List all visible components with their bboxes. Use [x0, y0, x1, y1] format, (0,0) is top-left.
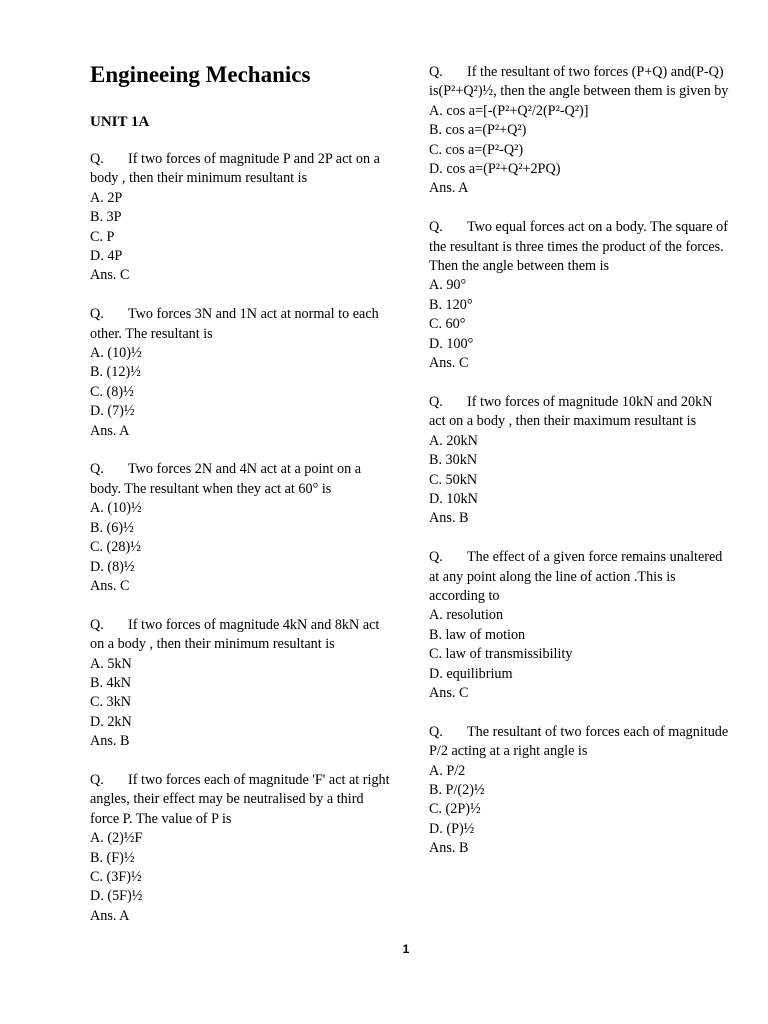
question-block [429, 218, 729, 373]
question-marker: Q. [429, 723, 443, 740]
question-block [429, 63, 729, 199]
question-marker: Q. [429, 219, 443, 236]
answer-option: B. P/(2)½ [429, 781, 485, 798]
question-block [429, 393, 729, 529]
page-number: 1 [402, 942, 410, 956]
answer-option: C. law of transmissibility [429, 646, 573, 663]
correct-answer: Ans. B [90, 733, 130, 750]
answer-option: B. 120° [429, 296, 473, 313]
question-block [90, 460, 390, 596]
question-block [90, 616, 390, 752]
answer-option: C. cos a=(P²-Q²) [429, 141, 524, 158]
question-block [90, 305, 390, 441]
correct-answer: Ans. B [429, 510, 469, 527]
answer-option: A. 5kN [90, 655, 132, 672]
question-stem [90, 150, 390, 189]
question-stem [429, 218, 729, 276]
answer-option: C. (8)½ [90, 383, 134, 400]
right-column [429, 63, 729, 878]
question-block [90, 771, 390, 926]
question-text: If two forces of magnitude 10kN and 20kN act on a body , then their maximum resultant is [429, 393, 713, 430]
answer-option: D. 2kN [90, 713, 132, 730]
question-marker: Q. [90, 306, 104, 323]
question-stem [90, 460, 390, 499]
answer-option: D. 100° [429, 335, 474, 352]
answer-option: A. 2P [90, 189, 123, 206]
question-text: If two forces of magnitude 4kN and 8kN act on a body , then their minimum resultant is [90, 616, 380, 653]
answer-option: D. 10kN [429, 490, 478, 507]
answer-option: A. 20kN [429, 432, 478, 449]
question-block [429, 723, 729, 859]
answer-option: A. 90° [429, 277, 467, 294]
answer-option: B. 30kN [429, 452, 478, 469]
question-text: The effect of a given force remains unaltered at any point along the line of action .This is according to [429, 549, 723, 604]
answer-option: A. cos a=[-(P²+Q²/2(P²-Q²)] [429, 102, 589, 119]
question-text: If two forces each of magnitude 'F' act at right angles, their effect may be neutralised by a third force P. The value of P is [90, 771, 390, 827]
answer-option: D. 4P [90, 248, 123, 265]
correct-answer: Ans. C [429, 684, 469, 701]
correct-answer: Ans. C [90, 577, 130, 594]
question-stem [429, 63, 729, 102]
answer-option: B. cos a=(P²+Q²) [429, 122, 527, 139]
answer-option: C. 3kN [90, 694, 131, 711]
answer-option: A. (10)½ [90, 500, 142, 517]
answer-option: D. (7)½ [90, 403, 135, 420]
answer-option: C. 50kN [429, 471, 478, 488]
answer-option: B. (F)½ [90, 849, 135, 866]
answer-option: B. 3P [90, 209, 122, 226]
answer-option: A. resolution [429, 607, 504, 624]
unit-heading: UNIT 1A [90, 114, 150, 130]
question-marker: Q. [90, 151, 104, 167]
page-title: Engineeing Mechanics [90, 62, 311, 87]
correct-answer: Ans. B [429, 840, 469, 857]
answer-option: B. (12)½ [90, 364, 141, 381]
answer-option: C. (28)½ [90, 539, 141, 556]
question-marker: Q. [90, 461, 104, 478]
correct-answer: Ans. C [429, 355, 469, 372]
answer-option: C. 60° [429, 316, 466, 333]
answer-option: D. (P)½ [429, 820, 475, 837]
question-stem [90, 305, 390, 344]
question-text: Two forces 2N and 4N act at a point on a body. The resultant when they act at 60° is [90, 461, 362, 497]
correct-answer: Ans. A [429, 180, 469, 197]
question-text: If the resultant of two forces (P+Q) and(P-Q) is(P²+Q²)½, then the angle between them is given by [429, 64, 729, 100]
question-stem [429, 548, 729, 606]
question-text: The resultant of two forces each of magnitude P/2 acting at a right angle is [429, 723, 729, 760]
question-text: If two forces of magnitude P and 2P act on a body , then their minimum resultant is [90, 151, 380, 187]
question-block [90, 150, 390, 286]
correct-answer: Ans. A [90, 907, 130, 924]
question-marker: Q. [90, 616, 104, 633]
answer-option: D. (8)½ [90, 558, 135, 575]
question-text: Two equal forces act on a body. The square of the resultant is three times the product of the forces. Then the angle between them is [429, 219, 728, 275]
question-marker: Q. [429, 393, 443, 410]
answer-option: B. (6)½ [90, 519, 134, 536]
answer-option: D. cos a=(P²+Q²+2PQ) [429, 161, 561, 178]
correct-answer: Ans. A [90, 422, 130, 439]
question-marker: Q. [429, 549, 443, 566]
question-block [429, 548, 729, 703]
question-stem [429, 723, 729, 762]
left-column [90, 150, 390, 946]
question-stem [90, 771, 390, 829]
answer-option: B. law of motion [429, 626, 526, 643]
answer-option: A. (2)½F [90, 830, 143, 847]
answer-option: D. (5F)½ [90, 888, 143, 905]
answer-option: D. equilibrium [429, 665, 513, 682]
answer-option: A. (10)½ [90, 345, 142, 362]
question-marker: Q. [90, 771, 104, 788]
answer-option: C. (2P)½ [429, 801, 481, 818]
question-text: Two forces 3N and 1N act at normal to each other. The resultant is [90, 306, 379, 342]
answer-option: C. P [90, 228, 115, 245]
question-stem [90, 616, 390, 655]
question-marker: Q. [429, 64, 443, 80]
answer-option: B. 4kN [90, 674, 131, 691]
answer-option: A. P/2 [429, 762, 466, 779]
correct-answer: Ans. C [90, 267, 130, 284]
question-stem [429, 393, 729, 432]
answer-option: C. (3F)½ [90, 868, 142, 885]
